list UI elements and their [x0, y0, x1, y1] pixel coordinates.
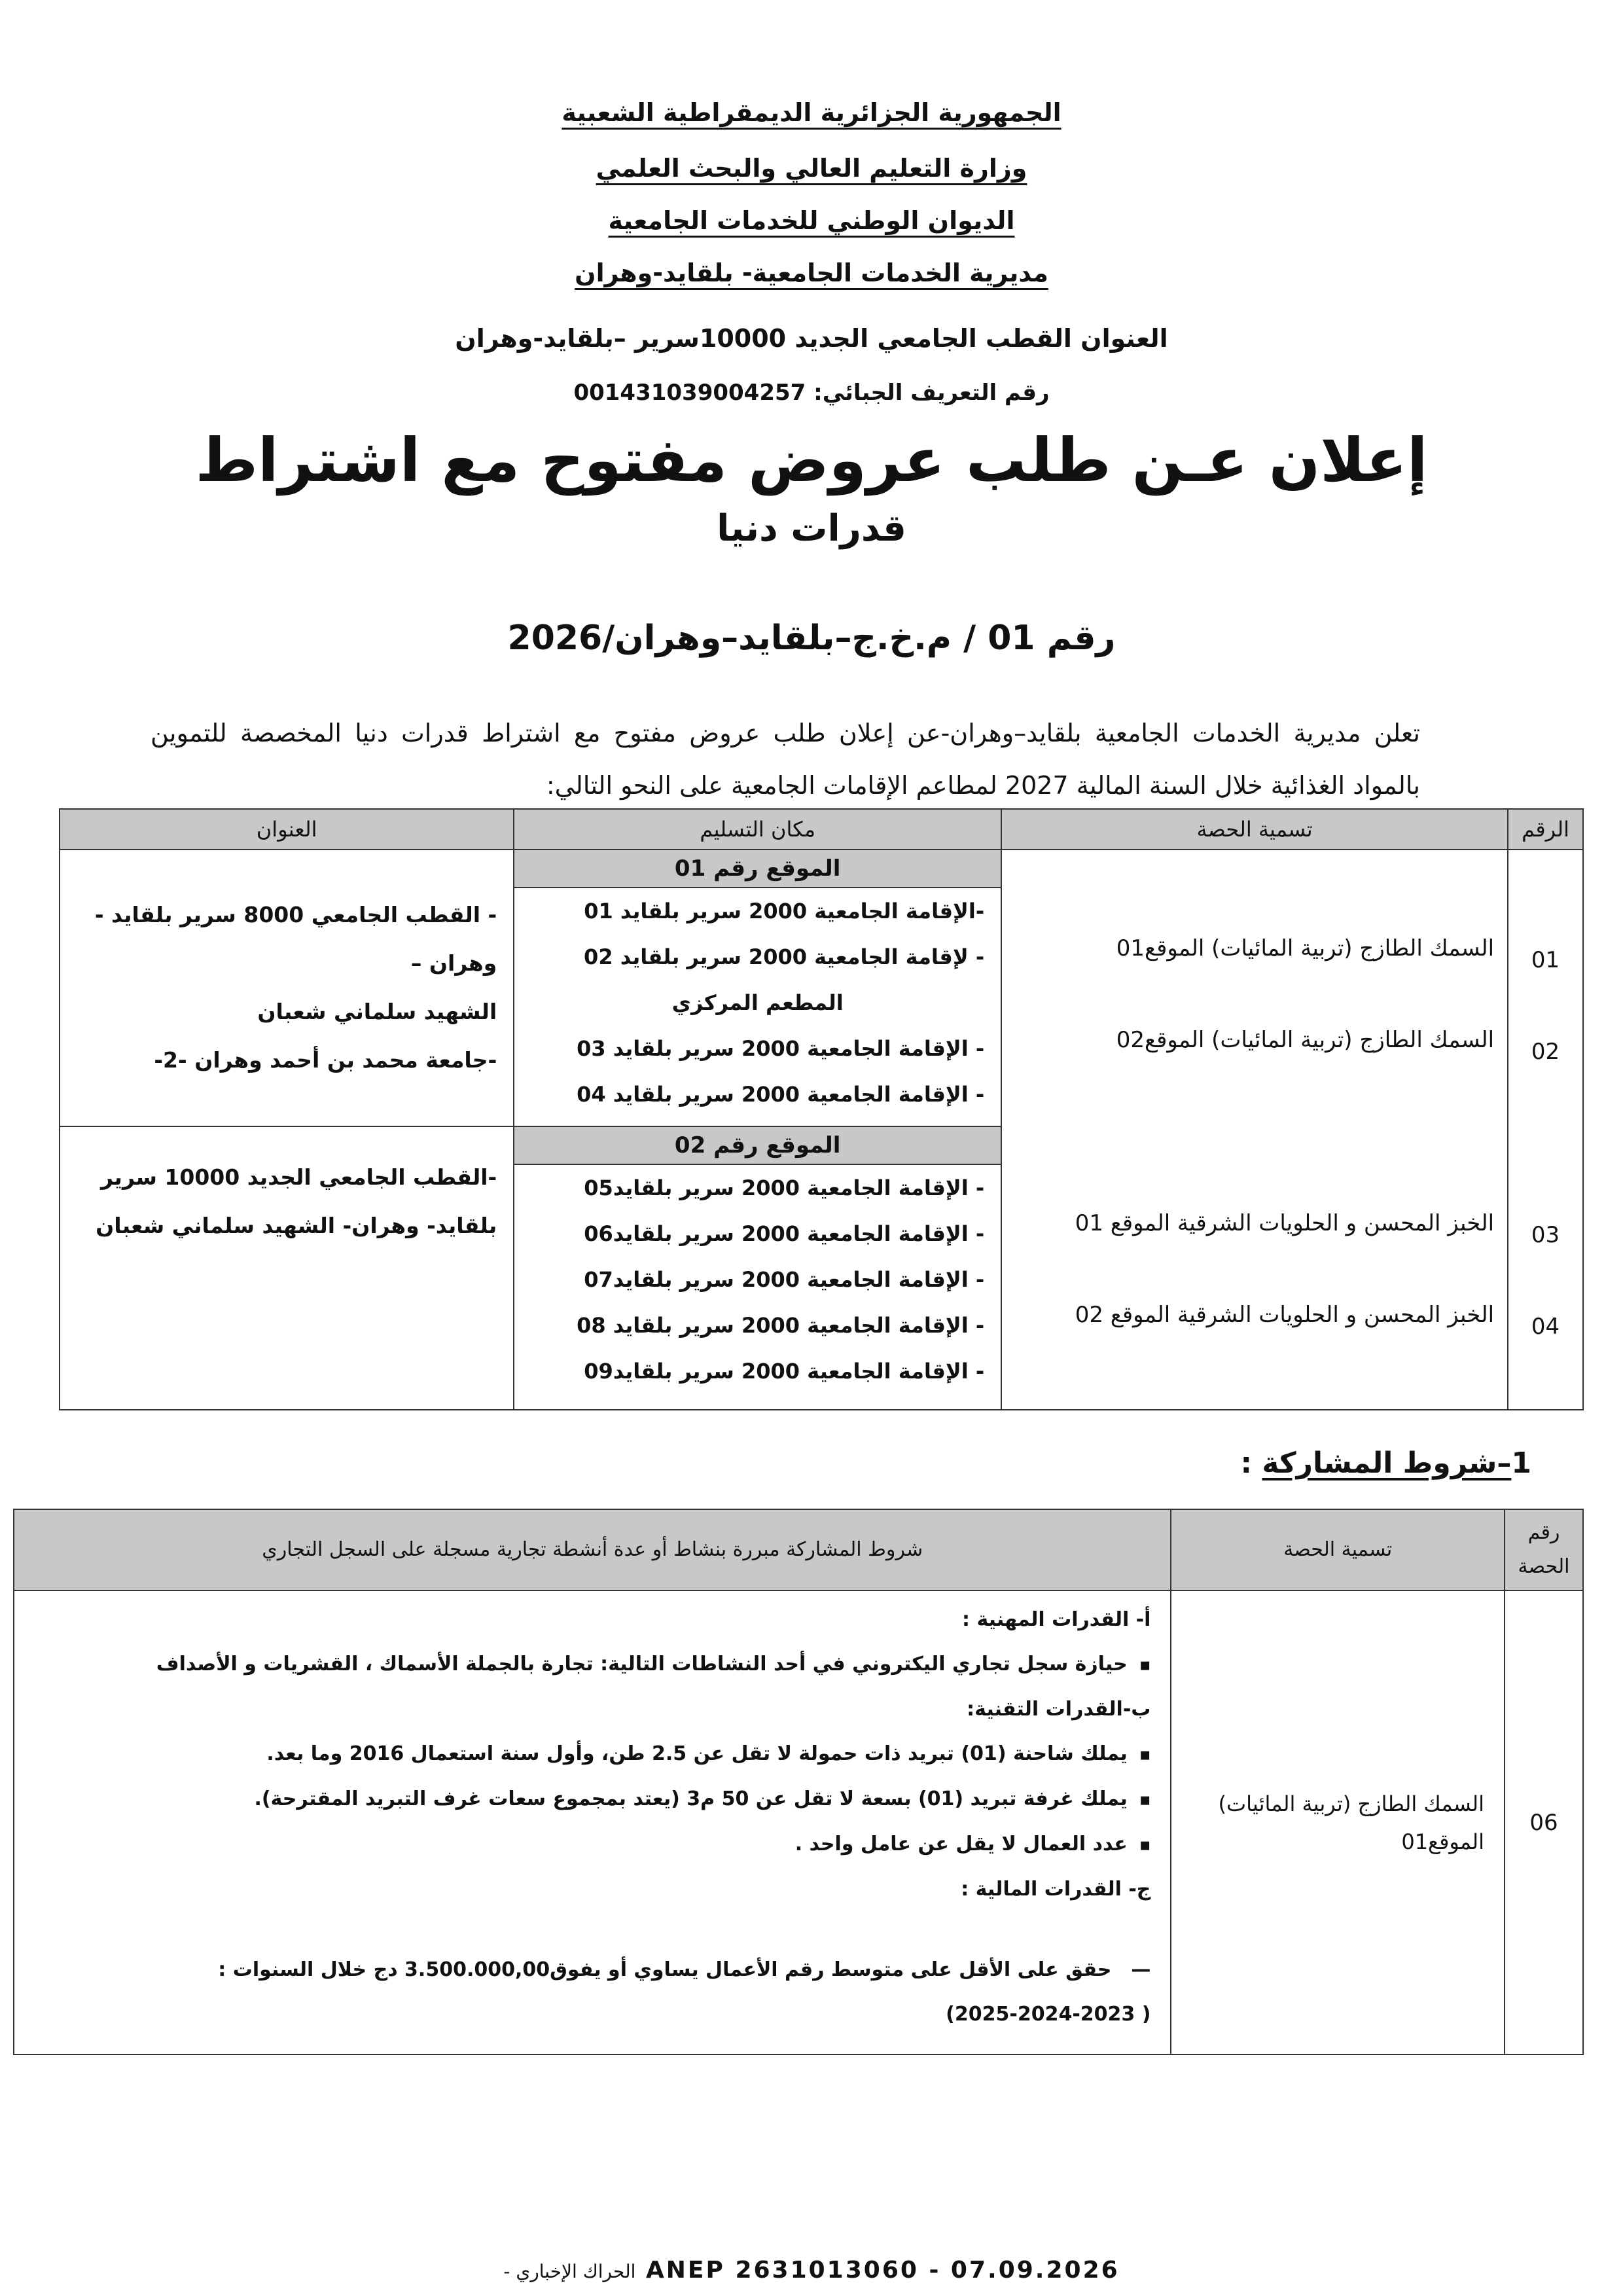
site2-address-line: -القطب الجامعي الجديد 10000 سرير [101, 1164, 497, 1190]
condition-item: — حقق على الأقل على متوسط رقم الأعمال يساوي أو يفوق3.500.000,00 دج خلال السنوات : [34, 1948, 1150, 1992]
condition-lot-number: 06 [1505, 1590, 1583, 2054]
condition-years: ( 2025-2024-2023) [946, 2003, 1151, 2026]
announcement-title: إعلان عـن طلب عروض مفتوح مع اشتراط [195, 425, 1428, 495]
site1-place: المطعم المركزي [671, 990, 844, 1015]
site2-places-cell [514, 1126, 1001, 1410]
site1-address-cell [60, 850, 514, 1126]
table-row [60, 850, 1583, 1126]
conditions-cell [14, 1590, 1171, 2054]
reference-number: رقم 01 / م.خ.ج–بلقايد–وهران/2026 [507, 619, 1116, 658]
address-line: العنوان القطب الجامعي الجديد 10000سرير –بلقايد-وهران [455, 324, 1168, 353]
lot-name: الخبز المحسن و الحلويات الشرقية الموقع 01 [1075, 1210, 1495, 1236]
republic-header: الجمهورية الجزائرية الديمقراطية الشعبية [562, 98, 1061, 127]
site2-address-cell [60, 1126, 514, 1410]
site1-place: -الإقامة الجامعية 2000 سرير بلقايد 01 [584, 898, 985, 924]
site1-address-line: -جامعة محمد بن أحمد وهران -2- [154, 1047, 497, 1073]
site2-place: - الإقامة الجامعية 2000 سرير بلقايد 08 [577, 1312, 985, 1338]
financial-capacity-heading: ج- القدرات المالية : [961, 1878, 1151, 1901]
section-participation-title: 1–شروط المشاركة : [1240, 1446, 1531, 1480]
header-address: العنوان [60, 809, 514, 850]
newspaper-source: الحراك الإخباري - [503, 2261, 636, 2282]
header-conditions: شروط المشاركة مبررة بنشاط أو عدة أنشطة تجارية مسجلة على السجل التجاري [14, 1509, 1171, 1590]
intro-paragraph: تعلن مديرية الخدمات الجامعية بلقايد–وهران-عن إعلان طلب عروض مفتوح مع اشتراط قدرات دنيا المخصصة للتموين بالمواد الغذائية خلال السنة المالية 2027 لمطاعم الإقامات الجامعية على النحو التالي: [151, 719, 1420, 800]
office-header: الديوان الوطني للخدمات الجامعية [608, 206, 1015, 235]
condition-item: ▪ يملك غرفة تبريد (01) بسعة لا تقل عن 50 م3 (يعتد بمجموع سعات غرف التبريد المقترحة). [34, 1777, 1150, 1822]
header-lot-number: رقم الحصة [1505, 1509, 1583, 1590]
lot-number: 02 [1531, 1038, 1560, 1065]
site2-place: - الإقامة الجامعية 2000 سرير بلقايد06 [584, 1221, 985, 1246]
site1-place: - الإقامة الجامعية 2000 سرير بلقايد 04 [577, 1081, 985, 1107]
ministry-header: وزارة التعليم العالي والبحث العلمي [596, 154, 1027, 183]
condition-item: ▪ حيازة سجل تجاري اليكتروني في أحد النشاطات التالية: تجارة بالجملة الأسماك ، القشريات و الأصداف [34, 1642, 1150, 1687]
technical-capacity-heading: ب-القدرات التقنية: [967, 1698, 1151, 1721]
site1-place: - لإقامة الجامعية 2000 سرير بلقايد 02 [584, 944, 985, 969]
header-number: الرقم [1508, 809, 1583, 850]
lot-number: 03 [1531, 1221, 1560, 1248]
conditions-table-header [14, 1509, 1583, 1590]
table-row [14, 1590, 1583, 2054]
condition-item: ▪ يملك شاحنة (01) تبريد ذات حمولة لا تقل عن 2.5 طن، وأول سنة استعمال 2016 وما بعد. [34, 1732, 1150, 1777]
site1-place: - الإقامة الجامعية 2000 سرير بلقايد 03 [577, 1035, 985, 1061]
lots-table-header [60, 809, 1583, 850]
lot-number: 04 [1531, 1313, 1560, 1340]
site2-address-line: بلقايد- وهران- الشهيد سلماني شعبان [96, 1212, 497, 1238]
site2-place: - الإقامة الجامعية 2000 سرير بلقايد05 [584, 1175, 985, 1200]
site1-address-line: الشهيد سلماني شعبان [257, 999, 497, 1025]
numbers-cell [1508, 850, 1583, 1410]
lot-name: السمك الطازج (تربية المائيات) الموقع02 [1116, 1026, 1495, 1053]
header-lot: تسمية الحصة [1001, 809, 1508, 850]
lots-table [59, 808, 1584, 1410]
professional-capacity-heading: أ- القدرات المهنية : [962, 1608, 1151, 1631]
condition-lot-name: السمك الطازج (تربية المائيات) الموقع01 [1171, 1590, 1505, 2054]
site1-places-cell [514, 850, 1001, 1126]
site2-title: الموقع رقم 02 [514, 1127, 1001, 1165]
header-lot-name: تسمية الحصة [1171, 1509, 1505, 1590]
condition-item: ▪ عدد العمال لا يقل عن عامل واحد . [34, 1822, 1150, 1867]
lots-cell [1001, 850, 1508, 1410]
announcement-subtitle: قدرات دنيا [717, 507, 906, 550]
anep-reference: ANEP 2631013060 - 07.09.2026 [645, 2257, 1120, 2284]
site2-place: - الإقامة الجامعية 2000 سرير بلقايد09 [584, 1358, 985, 1384]
publication-footer [0, 2257, 1623, 2284]
site2-place: - الإقامة الجامعية 2000 سرير بلقايد07 [584, 1266, 985, 1292]
lot-name: الخبز المحسن و الحلويات الشرقية الموقع 02 [1075, 1301, 1495, 1328]
tax-id-line: رقم التعريف الجبائي: 001431039004257 [573, 380, 1050, 406]
lot-number: 01 [1531, 946, 1560, 973]
directorate-header: مديرية الخدمات الجامعية- بلقايد-وهران [575, 259, 1048, 287]
header-place: مكان التسليم [514, 809, 1001, 850]
site1-address-line: - القطب الجامعي 8000 سرير بلقايد - وهران – [94, 902, 497, 977]
lot-name: السمك الطازج (تربية المائيات) الموقع01 [1116, 935, 1495, 961]
conditions-table [13, 1509, 1584, 2055]
site1-title: الموقع رقم 01 [514, 850, 1001, 888]
